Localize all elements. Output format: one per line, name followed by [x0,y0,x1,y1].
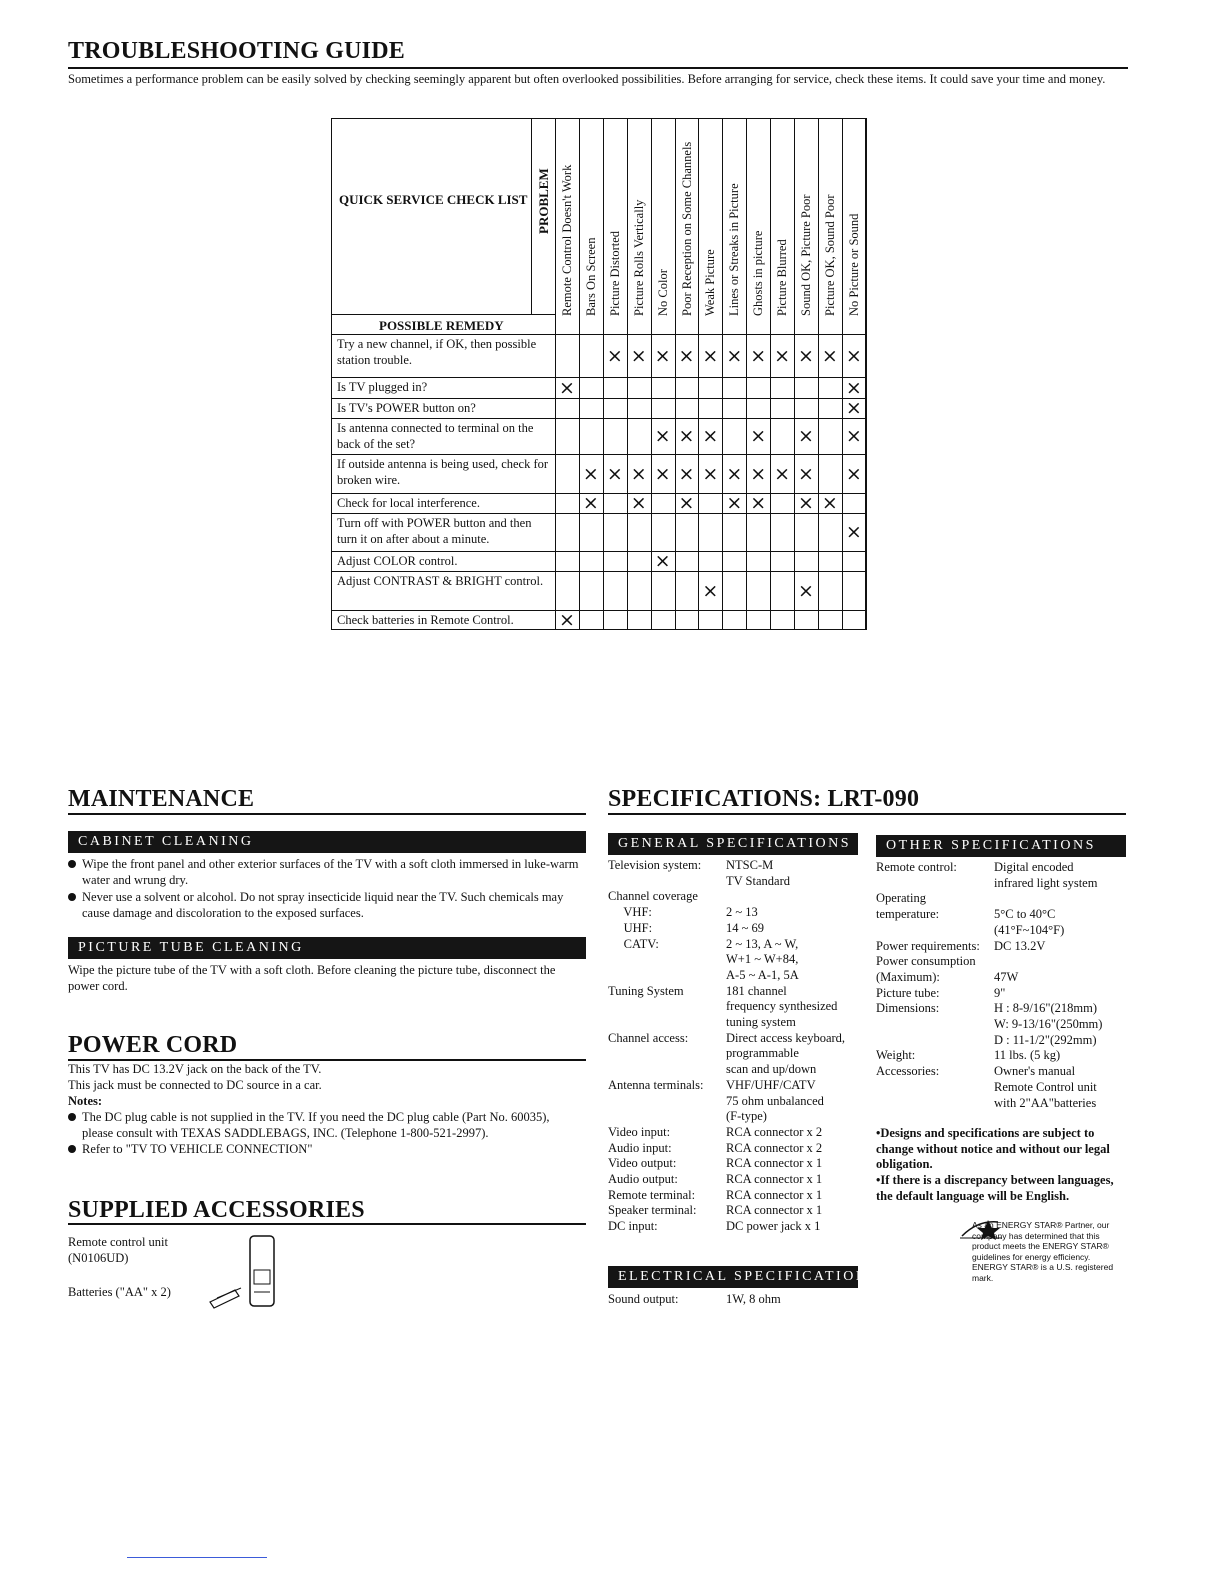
check-mark: × [582,492,599,514]
column-line [722,118,723,630]
accessories-rule [68,1223,586,1225]
check-mark: × [726,344,743,367]
check-mark: × [702,462,719,485]
title-rule [68,67,1128,69]
row-line [331,454,866,455]
quick-service-check-table [331,118,866,630]
row-line [331,551,866,552]
remedy-divider [331,314,555,315]
problem-label: PROBLEM [536,168,551,234]
remedy-text: Adjust COLOR control. [337,554,458,568]
remedy-text: Check for local interference. [337,496,480,510]
check-mark: × [750,462,767,485]
remedy-text: Check batteries in Remote Control. [337,613,514,627]
check-mark: × [654,344,671,367]
cabinet-item: Wipe the front panel and other exterior surfaces of the TV with a soft cloth immersed in luke-warm water and wrung dry. [68,856,583,888]
check-mark: × [798,462,814,485]
column-line [603,118,604,630]
remedy-text: Try a new channel, if OK, then possible station trouble. [337,337,537,367]
remedy-text: Adjust CONTRAST & BRIGHT control. [337,574,544,588]
problem-divider [531,118,532,314]
check-mark: × [582,462,599,485]
notes-label: Notes: [68,1094,103,1108]
picture-tube-cleaning-bar: PICTURE TUBE CLEANING [68,937,586,959]
check-mark: × [798,579,814,602]
column-line [794,118,795,630]
check-mark: × [821,344,838,367]
power-cord-title: POWER CORD [68,1032,238,1058]
row-line [331,377,866,378]
picture-tube-text: Wipe the picture tube of the TV with a soft cloth. Before cleaning the picture tube, disconnect the power cord. [68,963,556,993]
remote-control-icon [205,1230,290,1310]
check-mark: × [606,344,623,367]
general-spec-values: NTSC-M TV Standard 2 ~ 13 14 ~ 69 2 ~ 13, A ~ W, W+1 ~ W+84, A-5 ~ A-1, 5A 181 channel frequency synthesized tuning system Direct access keyboard, programmable scan and up/down VHF/UHF/CATV 75 ohm unbalanced (F-type) RCA connector x 2 RCA connector x 2 RCA connector x 1 RCA connector x 1 RCA connector x 1 RCA connector x 1 DC power jack x 1 [726,858,846,1234]
problem-header: Bars On Screen [583,237,598,316]
row-line [331,571,866,572]
check-mark: × [559,376,575,399]
power-cord-note: The DC plug cable is not supplied in the TV. If you need the DC plug cable (Part No. 60035), please consult with TEXAS SADDLEBAGS, INC. (Telephone 1-800-521-2997). [68,1109,583,1141]
spec-note: •If there is a discrepancy between languages, the default language will be English. [876,1173,1114,1203]
problem-header: No Picture or Sound [846,213,861,316]
check-mark: × [678,425,695,447]
column-line [770,118,771,630]
problem-header: Remote Control Doesn't Work [560,164,574,316]
problem-header: Poor Reception on Some Channels [679,141,694,316]
column-line [842,118,843,630]
checklist-label: QUICK SERVICE CHECK LIST [339,192,528,207]
check-mark: × [559,609,575,631]
check-mark: × [821,492,838,514]
sound-output-label: Sound output: [608,1292,679,1306]
spec-note: •Designs and specifications are subject to change without notice and without our legal obligation. [876,1126,1110,1172]
sound-output-value: 1W, 8 ohm [726,1292,781,1306]
troubleshooting-intro: Sometimes a performance problem can be easily solved by checking seemingly apparent but often overlooked possibilities. Before arranging for service, check these items. It could save your time and money. [68,72,1106,86]
remote-control-item: Remote control unit (N0106UD) [68,1235,168,1265]
check-mark: × [654,550,671,572]
check-mark: × [702,425,719,447]
check-mark: × [630,344,647,367]
problem-header: Weak Picture [703,249,718,316]
specifications-title: SPECIFICATIONS: LRT-090 [608,786,920,812]
other-specifications-bar: OTHER SPECIFICATIONS [876,835,1126,857]
general-spec-labels: Television system: Channel coverage VHF: UHF: CATV: Tuning System Channel access: Antenna terminals: Video input: Audio input: Video output: Audio output: Remote terminal: Speaker terminal: DC input: [608,858,704,1234]
check-mark: × [750,344,767,367]
problem-header: Picture OK, Sound Poor [822,194,837,316]
column-line [579,118,580,630]
check-mark: × [845,376,862,399]
column-line [555,118,556,630]
check-mark: × [845,425,862,447]
maintenance-title: MAINTENANCE [68,786,255,812]
general-specifications-bar: GENERAL SPECIFICATIONS [608,833,858,855]
check-mark: × [702,579,719,602]
remedy-text: If outside antenna is being used, check for broken wire. [337,457,549,487]
check-mark: × [845,397,862,419]
check-mark: × [726,462,743,485]
check-mark: × [774,462,791,485]
other-spec-values: Digital encoded infrared light system 5°C to 40°C (41°F~104°F) DC 13.2V 47W 9" H : 8-9/16"(218mm) W: 9-13/16"(250mm) D : 11-1/2"(292mm) 11 lbs. (5 kg) Owner's manual Remote Control unit with 2"AA"batteries [994,860,1103,1110]
check-mark: × [845,462,862,485]
check-mark: × [774,344,791,367]
problem-header: Lines or Streaks in Picture [727,183,742,316]
other-spec-labels: Remote control: Operating temperature: Power requirements: Power consumption (Maximum): Picture tube: Dimensions: Weight: Accessories: [876,860,980,1079]
check-mark: × [654,462,671,485]
remedy-text: Is TV plugged in? [337,380,428,394]
troubleshooting-title: TROUBLESHOOTING GUIDE [68,38,405,64]
row-line [331,398,866,399]
check-mark: × [798,425,814,447]
problem-header: Picture Distorted [607,230,622,316]
check-mark: × [630,462,647,485]
column-line [698,118,699,630]
cabinet-item: Never use a solvent or alcohol. Do not spray insecticide liquid near the TV. Such chemicals may cause damage and discoloration to the exposed surfaces. [68,889,583,921]
power-cord-note: Refer to "TV TO VEHICLE CONNECTION" [68,1141,583,1157]
remedy-text: Turn off with POWER button and then turn it on after about a minute. [337,516,532,546]
check-mark: × [606,462,623,485]
power-cord-line: This jack must be connected to DC source in a car. [68,1078,322,1092]
row-line [331,418,866,419]
problem-header: Sound OK, Picture Poor [799,194,813,316]
problem-header: Ghosts in picture [751,230,766,316]
check-mark: × [750,425,767,447]
remedy-text: Is antenna connected to terminal on the back of the set? [337,421,534,451]
power-cord-line: This TV has DC 13.2V jack on the back of the TV. [68,1062,322,1076]
energy-star-statement: As an ENERGY STAR® Partner, our company has determined that this product meets the ENERGY STAR® guidelines for energy efficiency. ENERGY STAR® is a U.S. registered mark. [972,1220,1114,1283]
check-mark: × [678,344,695,367]
electrical-specifications-bar: ELECTRICAL SPECIFICATIONS [608,1266,858,1288]
row-line [331,334,866,335]
problem-header: Picture Rolls Vertically [631,199,646,316]
check-mark: × [750,492,767,514]
column-line [866,118,867,630]
remedy-text: Is TV's POWER button on? [337,401,476,415]
check-mark: × [726,492,743,514]
column-line [627,118,628,630]
problem-header: Picture Blurred [775,239,790,316]
column-line [818,118,819,630]
check-mark: × [845,344,862,367]
column-line [746,118,747,630]
check-mark: × [630,492,647,514]
check-mark: × [678,462,695,485]
check-mark: × [702,344,719,367]
specifications-rule [608,813,1126,815]
problem-header: No Color [655,269,670,316]
check-mark: × [678,492,695,514]
check-mark: × [654,425,671,447]
batteries-item: Batteries ("AA" x 2) [68,1285,171,1299]
check-mark: × [845,521,862,543]
accessories-title: SUPPLIED ACCESSORIES [68,1197,365,1223]
remedy-label: POSSIBLE REMEDY [379,318,504,333]
column-line [675,118,676,630]
cabinet-cleaning-bar: CABINET CLEANING [68,831,586,853]
check-mark: × [798,492,814,514]
maintenance-rule [68,813,586,815]
check-mark: × [798,344,814,367]
footer-rule [127,1557,267,1558]
row-line [331,610,866,611]
